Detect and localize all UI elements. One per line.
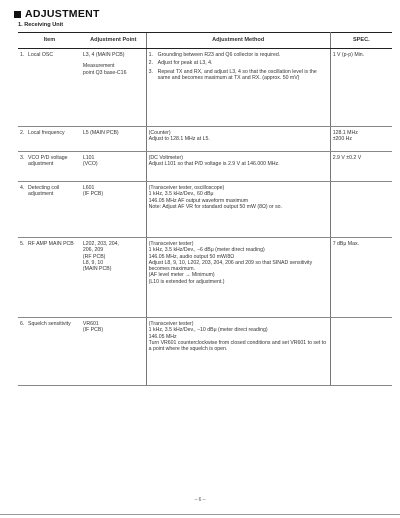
item-number: 2. (20, 130, 25, 136)
header-item: Item (18, 33, 81, 49)
point-line: L8, 9, 10 (82, 259, 104, 266)
table-row (18, 127, 392, 152)
table-row (18, 238, 392, 318)
method-cell (146, 152, 330, 182)
method-cell (146, 318, 330, 386)
method-line: (Counter) (148, 130, 171, 136)
point-line: L101 (82, 155, 95, 161)
point-line: L5 (MAIN PCB) (82, 130, 119, 136)
bottom-rule (0, 514, 400, 515)
adjustment-table (18, 32, 392, 386)
point-line: L601 (82, 185, 95, 191)
section-heading: 1. Receiving Unit (18, 22, 64, 28)
method-line: 1 kHz, 3.5 kHz/Dev., 60 dBμ (148, 191, 214, 198)
item-name: VCO P/D voltage adjustment (28, 155, 68, 168)
item-cell (18, 49, 81, 127)
item-cell (18, 238, 81, 318)
table-row (18, 182, 392, 238)
point-line: Measurement (82, 63, 115, 70)
item-cell (18, 318, 81, 386)
method-line: (Transceiver tester) (148, 241, 194, 247)
spec-line: 128.1 MHz (332, 130, 358, 136)
point-line: L3, 4 (MAIN PCB) (82, 52, 125, 58)
spec-cell (330, 152, 392, 182)
point-cell (81, 182, 146, 238)
method-step: 3. Repeat TX and RX, and adjust L3, 4 so that the oscillation level is the same and becomes maximum at TX and RX. (approx. 50 mV) (148, 68, 317, 81)
method-line: 146.05 MHz, audio output 50 mW/8Ω (148, 253, 235, 260)
method-cell (146, 127, 330, 152)
item-number: 1. (20, 52, 25, 58)
method-line: Adjust to 128.1 MHz at L5. (148, 136, 210, 143)
point-line: (RF PCB) (82, 253, 106, 260)
item-name: Squelch sensitivity (28, 321, 71, 327)
spec-cell (330, 182, 392, 238)
spec-line: ±200 Hz (332, 136, 352, 143)
method-line: Note: Adjust AF VR for standard output 50 mW (8Ω) or so. (148, 203, 282, 210)
item-name: Local OSC (28, 52, 54, 58)
method-line: Adjust L8, 9, 10, L202, 203, 204, 206 and 209 so that SINAD sensitivity becomes maximum. (148, 259, 313, 273)
table-row (18, 152, 392, 182)
point-line: (VCO) (82, 161, 98, 168)
method-line: 146.05 MHz AF output waveform maximum (148, 197, 249, 204)
point-line: (IF PCB) (82, 327, 104, 334)
method-line: (Transceiver tester) (148, 321, 194, 327)
point-cell (81, 152, 146, 182)
spec-cell (330, 238, 392, 318)
method-step: 1. Grounding between R23 and Q6 collector is required. (148, 52, 281, 58)
method-step: 2. Adjust for peak at L3, 4. (148, 60, 213, 67)
item-number: 4. (20, 185, 25, 191)
spec-line: 1 V (p-p) Min. (332, 52, 365, 58)
method-line: (Transceiver tester, oscilloscope) (148, 185, 225, 191)
item-name: RF AMP MAIN PCB (28, 241, 74, 247)
table-row (18, 318, 392, 386)
method-line: 1 kHz, 3.5 kHz/Dev., −10 dBμ (meter direct reading) (148, 327, 268, 334)
point-cell (81, 127, 146, 152)
method-line: 1 kHz, 3.5 kHz/Dev., −6 dBμ (meter direct reading) (148, 247, 265, 254)
page-number: – 6 – (194, 497, 206, 503)
table-header-row (18, 33, 392, 49)
method-line: (DC Voltmeter) (148, 155, 183, 161)
point-line: point Q3 base-C16 (82, 69, 127, 76)
point-line: (IF PCB) (82, 191, 104, 198)
spec-cell (330, 318, 392, 386)
method-line: Turn VR601 counterclockwise from closed conditions and set VR601 to set to a point where the squelch is open. (148, 339, 327, 353)
spec-cell (330, 127, 392, 152)
header-adjustment-method: Adjustment Method (146, 33, 330, 49)
page-title: ADJUSTMENT (25, 8, 100, 20)
method-cell (146, 238, 330, 318)
method-line: (AF level meter → Minimum) (148, 272, 215, 279)
item-cell (18, 152, 81, 182)
point-cell (81, 238, 146, 318)
method-line: (L10 is extended for adjustment.) (148, 278, 225, 285)
title-bullet-icon (14, 11, 21, 18)
item-name: Local frequency (28, 130, 65, 136)
spec-line: 2.9 V ±0.2 V (332, 155, 362, 161)
header-spec: SPEC. (330, 33, 392, 49)
point-cell (81, 318, 146, 386)
method-cell (146, 49, 330, 127)
table-row (18, 49, 392, 127)
point-line: VR601 (82, 321, 99, 327)
point-line: 206, 209 (82, 247, 104, 254)
item-cell (18, 182, 81, 238)
title-block (14, 8, 100, 20)
method-cell (146, 182, 330, 238)
point-cell (81, 49, 146, 127)
item-number: 3. (20, 155, 25, 161)
item-name: Detecting coil adjustment (28, 185, 60, 198)
header-adjustment-point: Adjustment Point (81, 33, 146, 49)
method-line: Adjust L101 so that P/D voltage is 2.9 V at 146.000 MHz. (148, 161, 280, 168)
spec-cell (330, 49, 392, 127)
item-cell (18, 127, 81, 152)
spec-line: 7 dBμ Max. (332, 241, 360, 247)
method-line: 146.05 MHz (148, 333, 177, 340)
item-number: 5. (20, 241, 25, 247)
point-line: L202, 203, 204, (82, 241, 119, 247)
point-line: (MAIN PCB) (82, 266, 112, 273)
item-number: 6. (20, 321, 25, 327)
